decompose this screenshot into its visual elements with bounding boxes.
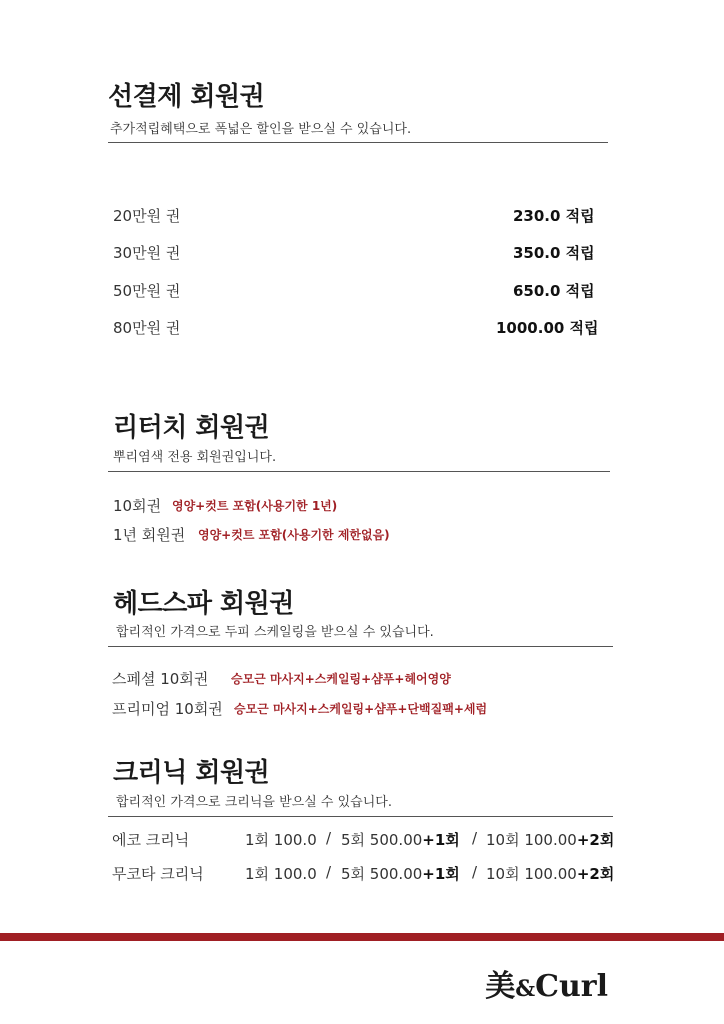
- retouch-divider: [108, 471, 610, 472]
- brand-logo: [485, 961, 608, 1005]
- clinic-price-10-bonus: +2회: [576, 865, 615, 883]
- prepaid-row-name: 20만원 권: [113, 207, 181, 225]
- clinic-row-name: 무코타 크리닉: [112, 865, 204, 883]
- clinic-price-5-bonus: +1회: [422, 865, 460, 883]
- clinic-row-separator: /: [326, 829, 332, 847]
- headspa-row-note: 승모근 마사지+스케일링+샴푸+헤어영양: [231, 672, 451, 686]
- prepaid-row-name: 80만원 권: [113, 319, 181, 337]
- clinic-price-10-bonus: +2회: [576, 831, 615, 849]
- clinic-price-10-value: 10회 100.00: [486, 865, 577, 883]
- clinic-row-separator: /: [472, 863, 478, 881]
- clinic-price-5-value: 5회 500.00: [341, 865, 423, 883]
- clinic-row-price-1: 1회 100.0: [245, 831, 317, 849]
- headspa-subtitle: 합리적인 가격으로 두피 스케일링을 받으실 수 있습니다.: [116, 625, 434, 640]
- clinic-price-10-value: 10회 100.00: [486, 831, 577, 849]
- footer-accent-bar: [0, 933, 724, 941]
- clinic-row-price-10: [486, 829, 614, 850]
- retouch-title: 리터치 회원권: [113, 413, 270, 443]
- logo-mark: 美: [485, 969, 516, 1004]
- headspa-divider: [108, 646, 613, 647]
- headspa-row-name: 프리미엄 10회권: [112, 700, 223, 718]
- clinic-row-price-5: [341, 863, 460, 884]
- headspa-row-name: 스페셜 10회권: [112, 670, 209, 688]
- headspa-row-note: 승모근 마사지+스케일링+샴푸+단백질팩+세럼: [234, 702, 488, 716]
- clinic-row-price-10: [486, 863, 614, 884]
- headspa-title: 헤드스파 회원권: [113, 589, 294, 619]
- retouch-row-name: 1년 회원권: [113, 526, 186, 544]
- clinic-row-price-5: [341, 829, 460, 850]
- prepaid-divider: [108, 142, 608, 143]
- clinic-row-separator: /: [326, 863, 332, 881]
- retouch-row-note: 영양+컷트 포함(사용기한 1년): [172, 499, 338, 513]
- logo-ampersand: &: [515, 976, 536, 1002]
- prepaid-title: 선결제 회원권: [108, 82, 265, 112]
- clinic-row-name: 에코 크리닉: [112, 831, 190, 849]
- prepaid-row-total: 650.0 적립: [513, 282, 595, 300]
- logo-wordmark: Curl: [535, 969, 608, 1004]
- prepaid-row-name: 30만원 권: [113, 244, 181, 262]
- prepaid-subtitle: 추가적립혜택으로 폭넓은 할인을 받으실 수 있습니다.: [110, 122, 412, 137]
- clinic-price-5-bonus: +1회: [422, 831, 460, 849]
- clinic-subtitle: 합리적인 가격으로 크리닉을 받으실 수 있습니다.: [116, 795, 392, 810]
- clinic-divider: [108, 816, 613, 817]
- prepaid-row-total: 1000.00 적립: [496, 319, 599, 337]
- clinic-row-price-1: 1회 100.0: [245, 865, 317, 883]
- prepaid-row-name: 50만원 권: [113, 282, 181, 300]
- clinic-title: 크리닉 회원권: [113, 758, 270, 788]
- prepaid-row-total: 350.0 적립: [513, 244, 595, 262]
- clinic-row-separator: /: [472, 829, 478, 847]
- retouch-row-name: 10회권: [113, 497, 162, 515]
- retouch-row-note: 영양+컷트 포함(사용기한 제한없음): [198, 528, 390, 542]
- retouch-subtitle: 뿌리염색 전용 회원권입니다.: [113, 450, 277, 465]
- prepaid-row-total: 230.0 적립: [513, 207, 595, 225]
- clinic-price-5-value: 5회 500.00: [341, 831, 423, 849]
